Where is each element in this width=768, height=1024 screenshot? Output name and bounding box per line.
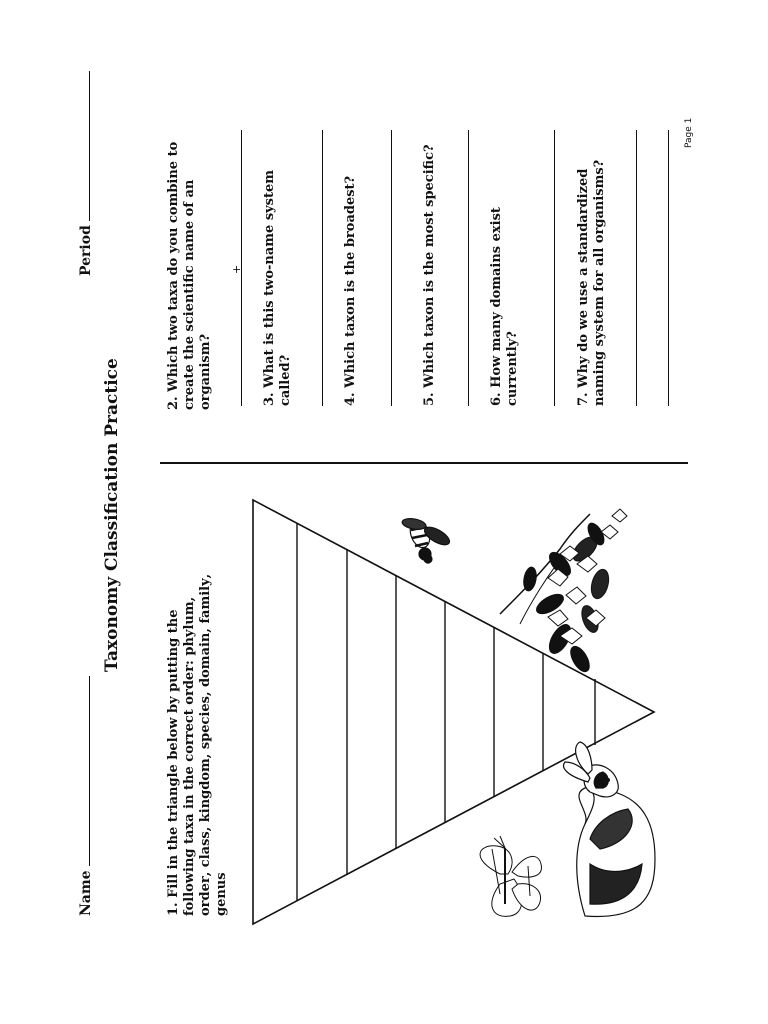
answer-line-4[interactable] [391,130,392,406]
taxon-term: domain [198,632,213,687]
taxon-term: order [198,876,213,916]
question-7: 7. Why do we use a standardized naming system for all organisms? [576,159,607,406]
plus-mark: + [230,264,243,274]
answer-line-7a[interactable] [636,130,637,406]
question-2: 2. Which two taxa do you combine to create the scientific name of an organism? [166,141,213,410]
period-label: Period [78,225,94,276]
taxon-term: family [198,578,213,624]
flowering-plant-icon [500,509,627,675]
question-5: 5. Which taxon is the most specific? [422,144,437,406]
butterfly-icon [480,836,541,916]
taxon-term: genus [214,872,229,916]
section-divider [160,462,688,464]
question-1: 1. Fill in the triangle below by putting the following taxa in the correct order: phylum, order, class, kingdom, species, domain, family, genus [166,573,229,916]
taxon-term: phylum [182,601,197,656]
question-6: 6. How many domains exist currently? [489,207,520,406]
rabbit-icon [564,742,655,916]
bee-icon [401,517,452,563]
taxon-term: class [198,831,213,868]
taxon-term: species [198,696,213,750]
name-label: Name [78,870,94,916]
answer-line-6[interactable] [554,130,555,406]
page-title: Taxonomy Classification Practice [102,358,122,672]
question-1-intro: 1. Fill in the triangle below by putting the following taxa in the correct order: [166,609,197,916]
answer-line-3[interactable] [322,130,323,406]
taxon-term: kingdom [198,758,213,823]
question-4: 4. Which taxon is the broadest? [343,175,358,406]
page-number: Page 1 [684,117,694,148]
answer-line-7b[interactable] [668,130,669,406]
question-3: 3. What is this two-name system called? [262,169,293,406]
answer-line-5[interactable] [468,130,469,406]
